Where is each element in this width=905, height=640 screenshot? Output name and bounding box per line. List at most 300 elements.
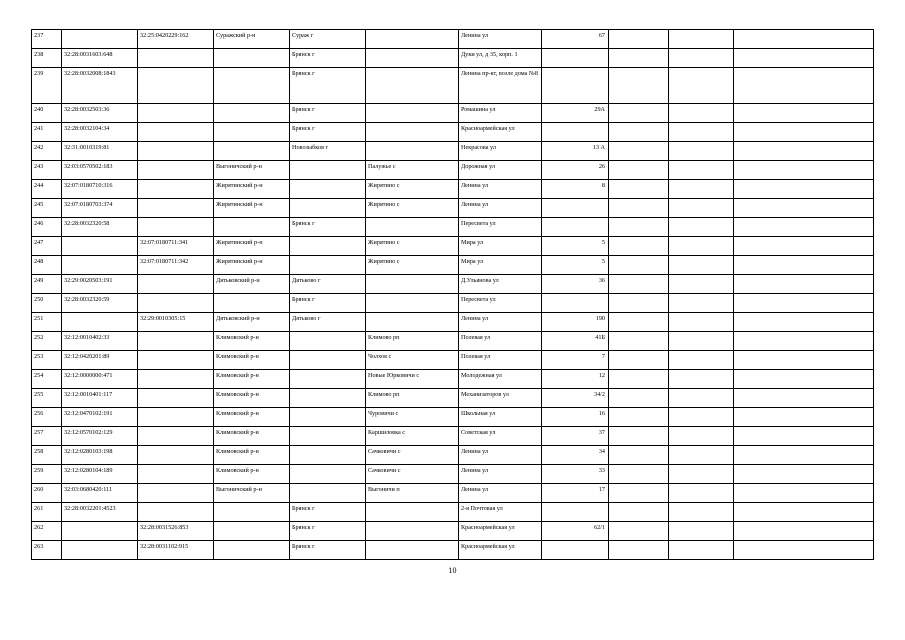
row-number-cell: 238: [32, 49, 62, 68]
city-cell: [290, 465, 366, 484]
cadastral-number-a-cell: [62, 256, 138, 275]
row-number-cell: 252: [32, 332, 62, 351]
street-cell: Красноармейская ул: [459, 522, 542, 541]
house-number-cell: 34/2: [542, 389, 609, 408]
row-number-cell: 261: [32, 503, 62, 522]
cadastral-number-a-cell: 32:12:0280104:189: [62, 465, 138, 484]
table-row: [32, 313, 874, 332]
empty-cell: [734, 68, 874, 104]
district-cell: Выгоничский р-н: [214, 484, 290, 503]
house-number-cell: 36: [542, 275, 609, 294]
empty-cell: [609, 161, 669, 180]
cadastral-number-b-cell: 32:28:0031102:915: [138, 541, 214, 560]
empty-cell: [734, 180, 874, 199]
house-number-cell: [542, 123, 609, 142]
cadastral-number-b-cell: [138, 332, 214, 351]
house-number-cell: 29А: [542, 104, 609, 123]
empty-cell: [609, 522, 669, 541]
cadastral-number-b-cell: 32:29:0010305:15: [138, 313, 214, 332]
street-cell: Ленина ул: [459, 199, 542, 218]
empty-cell: [609, 446, 669, 465]
property-register-table: [31, 29, 874, 560]
cadastral-number-a-cell: 32:28:0032320:59: [62, 294, 138, 313]
settlement-cell: Сачковичи с: [366, 446, 459, 465]
cadastral-number-a-cell: [62, 313, 138, 332]
empty-cell: [669, 427, 734, 446]
empty-cell: [669, 503, 734, 522]
house-number-cell: 8: [542, 180, 609, 199]
cadastral-number-b-cell: [138, 294, 214, 313]
empty-cell: [669, 294, 734, 313]
row-number-cell: 237: [32, 30, 62, 49]
empty-cell: [609, 256, 669, 275]
table-row: [32, 465, 874, 484]
settlement-cell: [366, 49, 459, 68]
table-row: [32, 427, 874, 446]
table-row: [32, 389, 874, 408]
settlement-cell: Климово рп: [366, 332, 459, 351]
row-number-cell: 248: [32, 256, 62, 275]
cadastral-number-b-cell: [138, 427, 214, 446]
empty-cell: [609, 68, 669, 104]
street-cell: Д.Ульянова ул: [459, 275, 542, 294]
street-cell: Пересвета ул: [459, 294, 542, 313]
street-cell: Ромашина ул: [459, 104, 542, 123]
district-cell: Жирятинский р-н: [214, 199, 290, 218]
empty-cell: [734, 408, 874, 427]
empty-cell: [669, 446, 734, 465]
settlement-cell: Чолхов с: [366, 351, 459, 370]
empty-cell: [669, 313, 734, 332]
district-cell: Климовский р-н: [214, 408, 290, 427]
cadastral-number-b-cell: [138, 446, 214, 465]
empty-cell: [734, 30, 874, 49]
street-cell: Мира ул: [459, 237, 542, 256]
city-cell: Брянск г: [290, 503, 366, 522]
street-cell: Ленина ул: [459, 465, 542, 484]
district-cell: Жирятинский р-н: [214, 256, 290, 275]
empty-cell: [734, 446, 874, 465]
cadastral-number-b-cell: 32:28:0031526:853: [138, 522, 214, 541]
row-number-cell: 263: [32, 541, 62, 560]
table-body: [32, 30, 874, 560]
district-cell: Дятьковский р-н: [214, 313, 290, 332]
row-number-cell: 249: [32, 275, 62, 294]
table-row: [32, 68, 874, 104]
row-number-cell: 256: [32, 408, 62, 427]
empty-cell: [609, 408, 669, 427]
empty-cell: [734, 294, 874, 313]
settlement-cell: Жирятино с: [366, 180, 459, 199]
table-row: [32, 49, 874, 68]
house-number-cell: 26: [542, 161, 609, 180]
cadastral-number-a-cell: 32:12:0010401:117: [62, 389, 138, 408]
district-cell: [214, 541, 290, 560]
empty-cell: [734, 313, 874, 332]
empty-cell: [609, 484, 669, 503]
district-cell: [214, 294, 290, 313]
cadastral-number-b-cell: [138, 218, 214, 237]
row-number-cell: 247: [32, 237, 62, 256]
settlement-cell: [366, 30, 459, 49]
cadastral-number-a-cell: 32:12:0420201:89: [62, 351, 138, 370]
cadastral-number-a-cell: 32:28:0032104:34: [62, 123, 138, 142]
row-number-cell: 257: [32, 427, 62, 446]
city-cell: [290, 199, 366, 218]
row-number-cell: 239: [32, 68, 62, 104]
district-cell: Суражский р-н: [214, 30, 290, 49]
empty-cell: [609, 503, 669, 522]
empty-cell: [669, 408, 734, 427]
settlement-cell: [366, 541, 459, 560]
street-cell: Ленина ул: [459, 180, 542, 199]
cadastral-number-a-cell: 32:12:0570102:129: [62, 427, 138, 446]
table-row: [32, 484, 874, 503]
table-row: [32, 275, 874, 294]
table-row: [32, 123, 874, 142]
empty-cell: [669, 142, 734, 161]
city-cell: Дятьково г: [290, 275, 366, 294]
empty-cell: [669, 465, 734, 484]
table-row: [32, 142, 874, 161]
settlement-cell: Жирятино с: [366, 256, 459, 275]
district-cell: Климовский р-н: [214, 332, 290, 351]
city-cell: [290, 256, 366, 275]
empty-cell: [734, 161, 874, 180]
table-row: [32, 503, 874, 522]
street-cell: Дорожная ул: [459, 161, 542, 180]
house-number-cell: 67: [542, 30, 609, 49]
settlement-cell: [366, 294, 459, 313]
empty-cell: [734, 275, 874, 294]
street-cell: Школьная ул: [459, 408, 542, 427]
table-row: [32, 218, 874, 237]
district-cell: [214, 503, 290, 522]
house-number-cell: 62/1: [542, 522, 609, 541]
table-row: [32, 104, 874, 123]
row-number-cell: 242: [32, 142, 62, 161]
empty-cell: [734, 541, 874, 560]
cadastral-number-a-cell: [62, 237, 138, 256]
city-cell: Брянск г: [290, 104, 366, 123]
cadastral-number-a-cell: 32:12:0470102:191: [62, 408, 138, 427]
row-number-cell: 254: [32, 370, 62, 389]
empty-cell: [609, 275, 669, 294]
empty-cell: [669, 68, 734, 104]
city-cell: Брянск г: [290, 522, 366, 541]
empty-cell: [669, 237, 734, 256]
empty-cell: [609, 351, 669, 370]
house-number-cell: 13 А: [542, 142, 609, 161]
settlement-cell: Жирятино с: [366, 199, 459, 218]
cadastral-number-a-cell: 32:12:0280103:198: [62, 446, 138, 465]
district-cell: [214, 218, 290, 237]
cadastral-number-b-cell: [138, 351, 214, 370]
table-row: [32, 237, 874, 256]
city-cell: [290, 389, 366, 408]
cadastral-number-b-cell: [138, 49, 214, 68]
district-cell: Климовский р-н: [214, 370, 290, 389]
district-cell: Климовский р-н: [214, 389, 290, 408]
cadastral-number-b-cell: [138, 389, 214, 408]
table-row: [32, 199, 874, 218]
house-number-cell: [542, 49, 609, 68]
house-number-cell: 12: [542, 370, 609, 389]
empty-cell: [609, 541, 669, 560]
table-row: [32, 332, 874, 351]
settlement-cell: Сачковичи с: [366, 465, 459, 484]
cadastral-number-b-cell: [138, 180, 214, 199]
district-cell: Жирятинский р-н: [214, 180, 290, 199]
district-cell: Дятьковский р-н: [214, 275, 290, 294]
empty-cell: [734, 389, 874, 408]
district-cell: Климовский р-н: [214, 427, 290, 446]
city-cell: Новозыбков г: [290, 142, 366, 161]
street-cell: Советская ул: [459, 427, 542, 446]
empty-cell: [669, 389, 734, 408]
street-cell: Ленина ул: [459, 313, 542, 332]
city-cell: [290, 446, 366, 465]
empty-cell: [669, 332, 734, 351]
street-cell: Полевая ул: [459, 351, 542, 370]
house-number-cell: 34: [542, 446, 609, 465]
empty-cell: [734, 49, 874, 68]
empty-cell: [609, 49, 669, 68]
house-number-cell: 41Б: [542, 332, 609, 351]
table-row: [32, 446, 874, 465]
empty-cell: [669, 541, 734, 560]
empty-cell: [609, 218, 669, 237]
empty-cell: [609, 313, 669, 332]
settlement-cell: [366, 313, 459, 332]
empty-cell: [609, 237, 669, 256]
settlement-cell: [366, 503, 459, 522]
empty-cell: [734, 256, 874, 275]
district-cell: Климовский р-н: [214, 446, 290, 465]
empty-cell: [734, 142, 874, 161]
row-number-cell: 243: [32, 161, 62, 180]
settlement-cell: Палужье с: [366, 161, 459, 180]
city-cell: Брянск г: [290, 218, 366, 237]
house-number-cell: [542, 503, 609, 522]
empty-cell: [609, 389, 669, 408]
street-cell: Механизаторов ул: [459, 389, 542, 408]
empty-cell: [734, 370, 874, 389]
street-cell: Некрасова ул: [459, 142, 542, 161]
empty-cell: [669, 275, 734, 294]
settlement-cell: Жирятино с: [366, 237, 459, 256]
cadastral-number-b-cell: 32:07:0180711:342: [138, 256, 214, 275]
district-cell: [214, 142, 290, 161]
house-number-cell: 5: [542, 256, 609, 275]
empty-cell: [669, 199, 734, 218]
row-number-cell: 255: [32, 389, 62, 408]
empty-cell: [609, 30, 669, 49]
city-cell: [290, 161, 366, 180]
row-number-cell: 244: [32, 180, 62, 199]
empty-cell: [734, 484, 874, 503]
street-cell: Пересвета ул: [459, 218, 542, 237]
cadastral-number-b-cell: [138, 199, 214, 218]
cadastral-number-b-cell: [138, 142, 214, 161]
district-cell: [214, 123, 290, 142]
row-number-cell: 262: [32, 522, 62, 541]
house-number-cell: [542, 218, 609, 237]
district-cell: Жирятинский р-н: [214, 237, 290, 256]
city-cell: [290, 427, 366, 446]
cadastral-number-a-cell: 32:12:0000000:471: [62, 370, 138, 389]
city-cell: [290, 180, 366, 199]
table-row: [32, 541, 874, 560]
empty-cell: [734, 351, 874, 370]
settlement-cell: Выгоничи п: [366, 484, 459, 503]
cadastral-number-a-cell: 32:07:0180703:374: [62, 199, 138, 218]
street-cell: Красноармейская ул: [459, 541, 542, 560]
cadastral-number-b-cell: [138, 465, 214, 484]
settlement-cell: [366, 522, 459, 541]
city-cell: Брянск г: [290, 68, 366, 104]
table-row: [32, 294, 874, 313]
settlement-cell: Чуровичи с: [366, 408, 459, 427]
cadastral-number-a-cell: 32:03:0680420:111: [62, 484, 138, 503]
empty-cell: [734, 332, 874, 351]
house-number-cell: 190: [542, 313, 609, 332]
district-cell: [214, 522, 290, 541]
street-cell: Ленина ул: [459, 484, 542, 503]
city-cell: [290, 237, 366, 256]
empty-cell: [609, 104, 669, 123]
cadastral-number-a-cell: 32:07:0180710:316: [62, 180, 138, 199]
house-number-cell: 37: [542, 427, 609, 446]
cadastral-number-b-cell: [138, 161, 214, 180]
district-cell: [214, 104, 290, 123]
city-cell: [290, 351, 366, 370]
empty-cell: [734, 237, 874, 256]
empty-cell: [669, 123, 734, 142]
cadastral-number-b-cell: [138, 104, 214, 123]
house-number-cell: 5: [542, 237, 609, 256]
empty-cell: [669, 522, 734, 541]
cadastral-number-a-cell: 32:28:0032320:58: [62, 218, 138, 237]
row-number-cell: 259: [32, 465, 62, 484]
page-number: 10: [448, 566, 457, 575]
empty-cell: [609, 294, 669, 313]
cadastral-number-a-cell: 32:12:0010402:33: [62, 332, 138, 351]
cadastral-number-b-cell: 32:25:0420229:162: [138, 30, 214, 49]
street-cell: Полевая ул: [459, 332, 542, 351]
district-cell: Климовский р-н: [214, 465, 290, 484]
empty-cell: [734, 522, 874, 541]
cadastral-number-b-cell: 32:07:0180711:341: [138, 237, 214, 256]
district-cell: [214, 49, 290, 68]
street-cell: Ленина ул: [459, 30, 542, 49]
row-number-cell: 258: [32, 446, 62, 465]
city-cell: [290, 370, 366, 389]
settlement-cell: [366, 142, 459, 161]
table-row: [32, 408, 874, 427]
empty-cell: [609, 142, 669, 161]
city-cell: [290, 484, 366, 503]
cadastral-number-a-cell: 32:28:0032008:1843: [62, 68, 138, 104]
table-row: [32, 370, 874, 389]
settlement-cell: Каршиловка с: [366, 427, 459, 446]
cadastral-number-a-cell: 32:29:0020503:191: [62, 275, 138, 294]
table-row: [32, 522, 874, 541]
settlement-cell: [366, 123, 459, 142]
cadastral-number-a-cell: 32:03:0570502:183: [62, 161, 138, 180]
empty-cell: [734, 199, 874, 218]
settlement-cell: Новые Юрковичи с: [366, 370, 459, 389]
empty-cell: [669, 484, 734, 503]
row-number-cell: 250: [32, 294, 62, 313]
house-number-cell: [542, 294, 609, 313]
city-cell: Брянск г: [290, 541, 366, 560]
city-cell: Брянск г: [290, 294, 366, 313]
empty-cell: [669, 161, 734, 180]
city-cell: Брянск г: [290, 123, 366, 142]
empty-cell: [669, 256, 734, 275]
empty-cell: [669, 104, 734, 123]
empty-cell: [669, 30, 734, 49]
empty-cell: [609, 427, 669, 446]
empty-cell: [669, 218, 734, 237]
empty-cell: [734, 218, 874, 237]
row-number-cell: 245: [32, 199, 62, 218]
empty-cell: [609, 180, 669, 199]
cadastral-number-a-cell: [62, 541, 138, 560]
cadastral-number-b-cell: [138, 123, 214, 142]
house-number-cell: 17: [542, 484, 609, 503]
empty-cell: [609, 370, 669, 389]
cadastral-number-a-cell: [62, 522, 138, 541]
empty-cell: [734, 427, 874, 446]
row-number-cell: 246: [32, 218, 62, 237]
house-number-cell: 16: [542, 408, 609, 427]
cadastral-number-b-cell: [138, 484, 214, 503]
empty-cell: [669, 351, 734, 370]
table-row: [32, 351, 874, 370]
table-row: [32, 161, 874, 180]
street-cell: Мира ул: [459, 256, 542, 275]
city-cell: [290, 332, 366, 351]
house-number-cell: 33: [542, 465, 609, 484]
district-cell: [214, 68, 290, 104]
settlement-cell: [366, 275, 459, 294]
row-number-cell: 251: [32, 313, 62, 332]
empty-cell: [734, 104, 874, 123]
street-cell: Молодежная ул: [459, 370, 542, 389]
cadastral-number-a-cell: 32:28:0031603:648: [62, 49, 138, 68]
row-number-cell: 240: [32, 104, 62, 123]
table-row: [32, 180, 874, 199]
empty-cell: [734, 503, 874, 522]
settlement-cell: Климово рп: [366, 389, 459, 408]
street-cell: Дуки ул, д 35, корп. 1: [459, 49, 542, 68]
street-cell: 2-я Почтовая ул: [459, 503, 542, 522]
house-number-cell: [542, 541, 609, 560]
cadastral-number-a-cell: [62, 30, 138, 49]
row-number-cell: 260: [32, 484, 62, 503]
city-cell: [290, 408, 366, 427]
street-cell: Красноармейская ул: [459, 123, 542, 142]
street-cell: Ленина пр-кт, возле дома №8: [459, 68, 542, 104]
empty-cell: [609, 123, 669, 142]
settlement-cell: [366, 68, 459, 104]
house-number-cell: [542, 68, 609, 104]
cadastral-number-b-cell: [138, 503, 214, 522]
cadastral-number-a-cell: 32:31:0010319:81: [62, 142, 138, 161]
empty-cell: [609, 332, 669, 351]
